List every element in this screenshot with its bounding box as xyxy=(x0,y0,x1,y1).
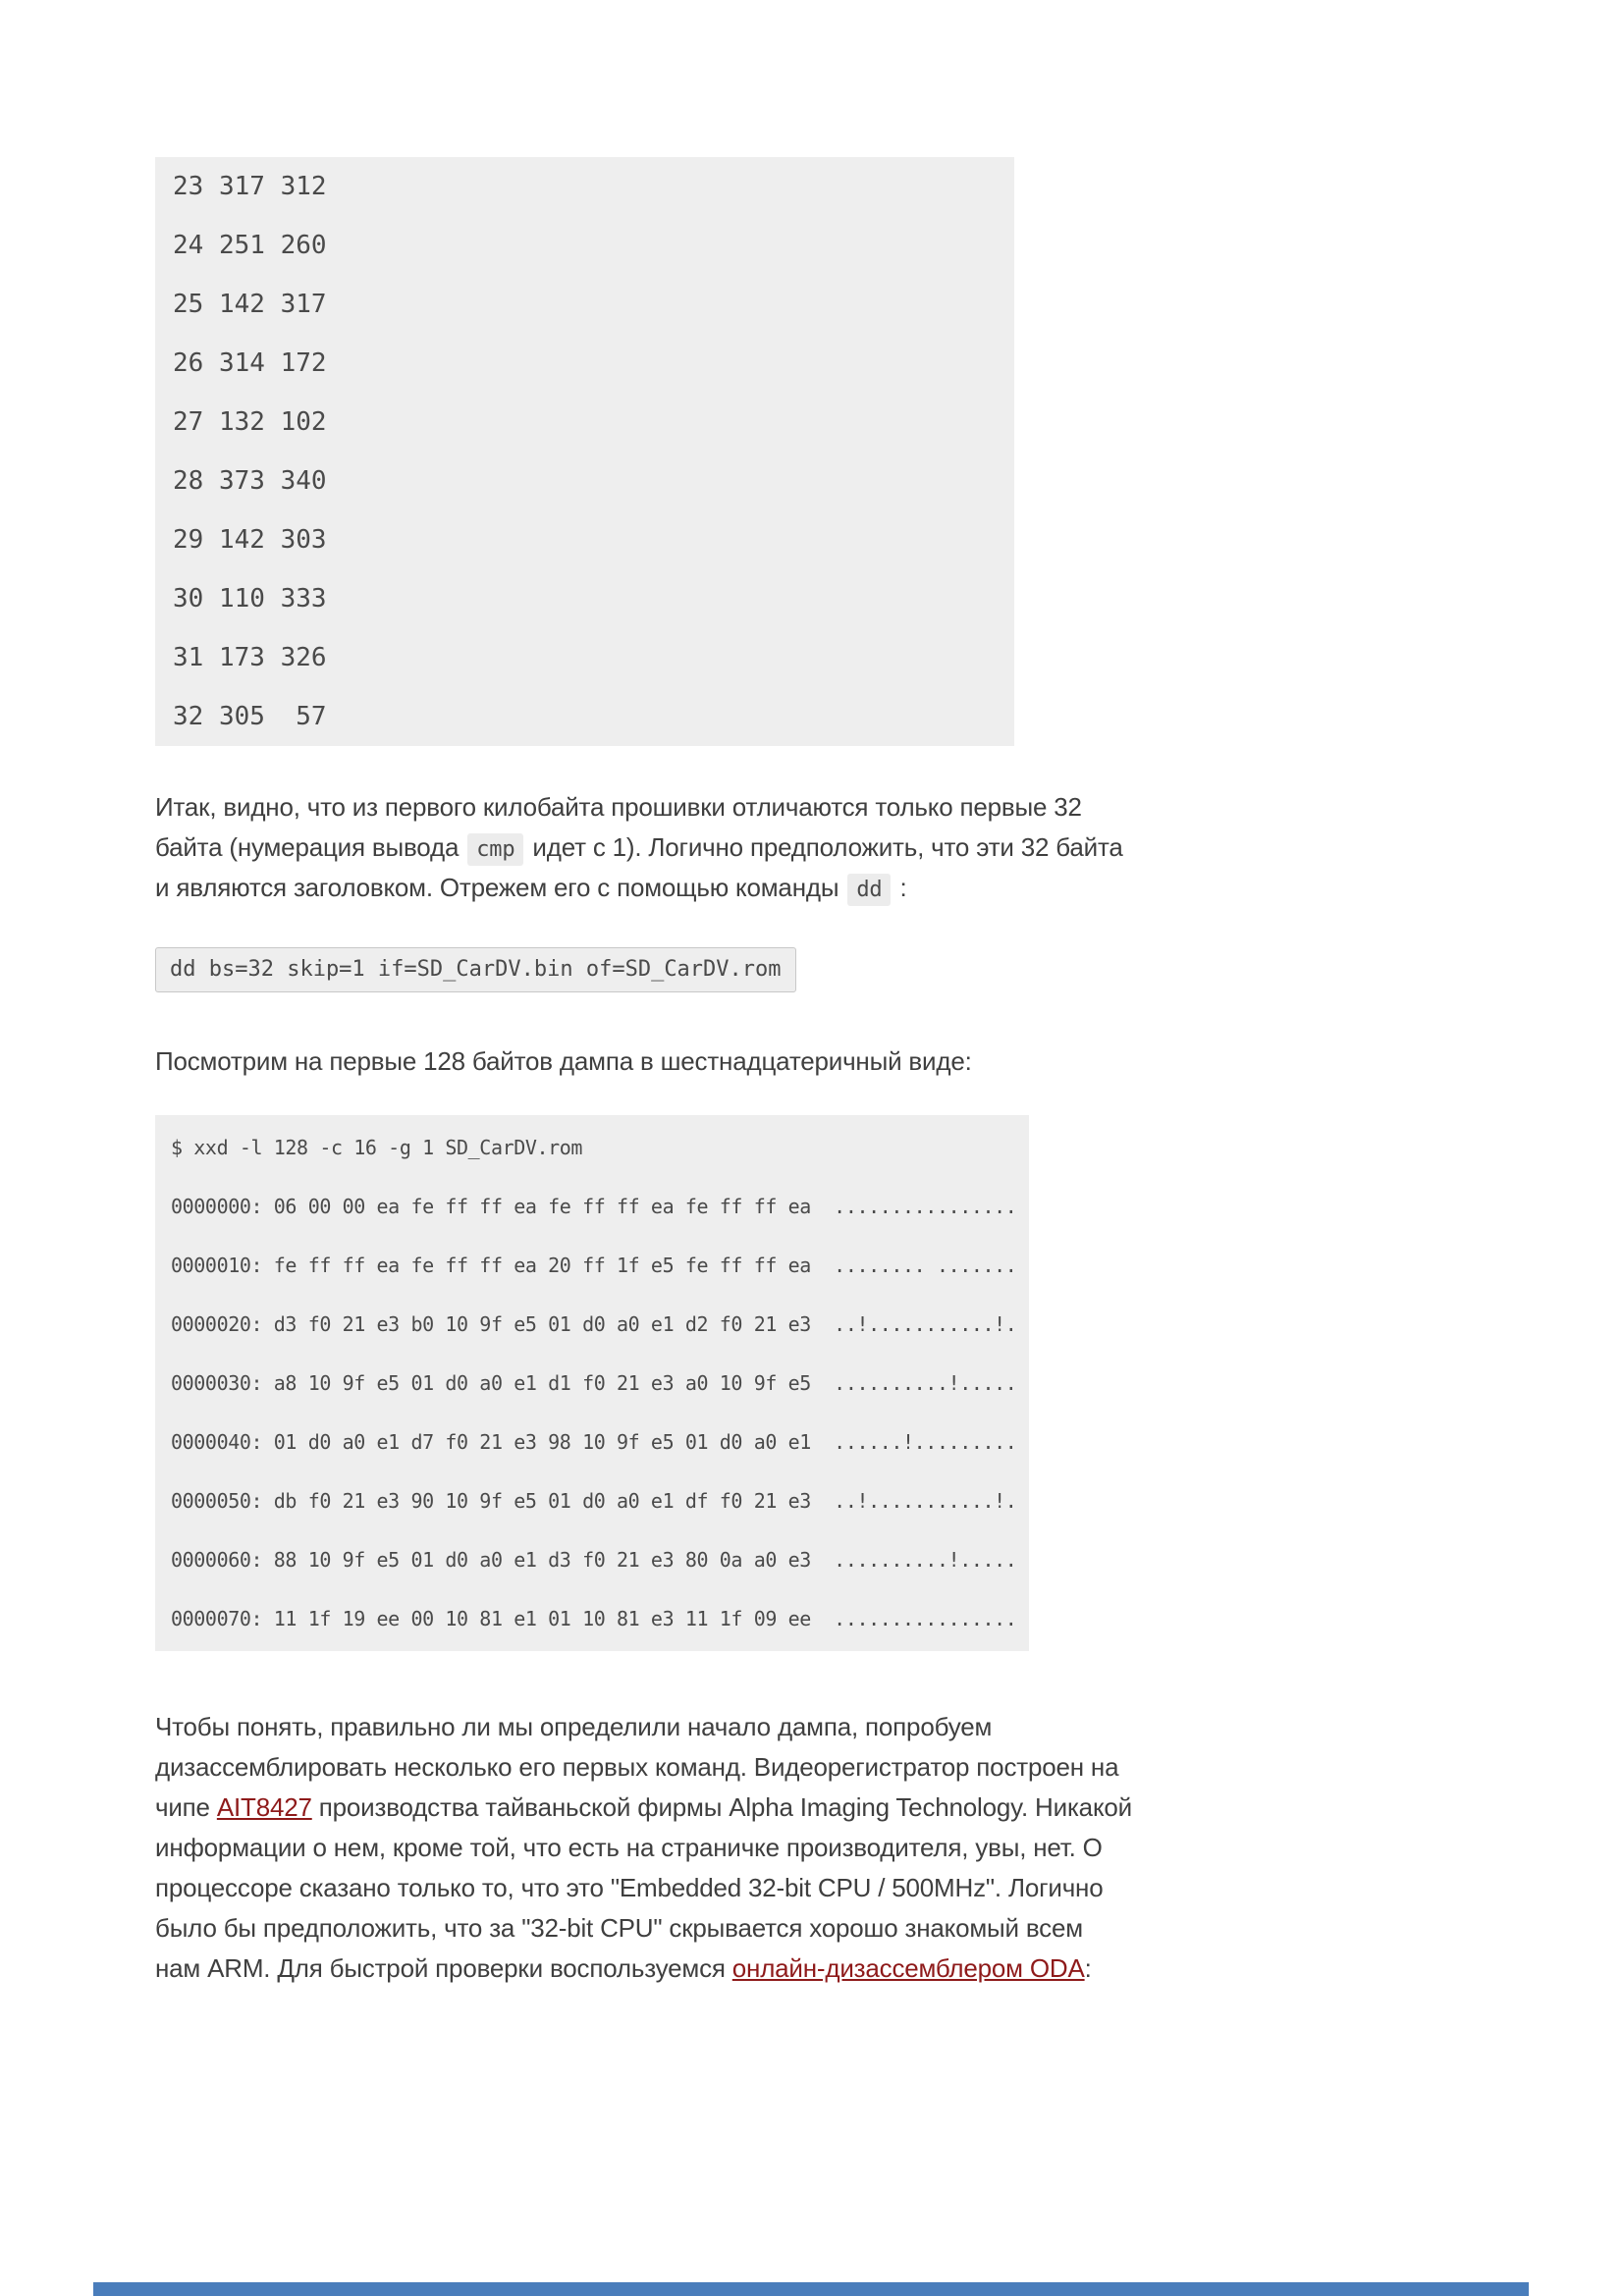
text-run: идет с 1). Логично предположить, что эти 32 байта xyxy=(525,832,1123,862)
code-line: 29 142 303 xyxy=(173,525,327,555)
text-line xyxy=(155,1868,1451,1908)
code-line: 25 142 317 xyxy=(173,290,327,319)
text-run: Посмотрим на первые 128 байтов дампа в шестнадцатеричный виде: xyxy=(155,1046,972,1076)
hex-dump-block xyxy=(155,1115,1029,1651)
text-line xyxy=(155,1788,1451,1828)
dd-command-box: dd bs=32 skip=1 if=SD_CarDV.bin of=SD_CarDV.rom xyxy=(155,947,796,992)
text-run: дизассемблировать несколько его первых команд. Видеорегистратор построен на xyxy=(155,1752,1119,1782)
dd-command-row xyxy=(155,947,1451,992)
text-line xyxy=(155,1041,1451,1082)
link-oda-disassembler[interactable]: онлайн-дизассемблером ODA xyxy=(731,1953,1085,1983)
text-line xyxy=(155,868,1451,908)
text-run: : xyxy=(893,873,907,902)
paragraph-chip-info xyxy=(155,1707,1451,1989)
link-ait8427[interactable]: AIT8427 xyxy=(216,1792,312,1822)
inline-code-dd: dd xyxy=(847,874,891,906)
code-line: 0000070: 11 1f 19 ee 00 10 81 e1 01 10 81 e3 11 1f 09 ee ................ xyxy=(171,1607,1017,1630)
text-run: процессоре сказано только то, что это "Embedded 32-bit CPU / 500MHz". Логично xyxy=(155,1873,1104,1902)
text-line xyxy=(155,1908,1451,1949)
next-image-top-edge xyxy=(93,2282,1529,2296)
text-run: Итак, видно, что из первого килобайта прошивки отличаются только первые 32 xyxy=(155,792,1082,822)
text-run: информации о нем, кроме той, что есть на страничке производителя, увы, нет. О xyxy=(155,1833,1103,1862)
code-line: 0000060: 88 10 9f e5 01 d0 a0 e1 d3 f0 21 e3 80 0a a0 e3 ..........!..... xyxy=(171,1548,1017,1572)
code-line: 0000010: fe ff ff ea fe ff ff ea 20 ff 1f e5 fe ff ff ea ........ ....... xyxy=(171,1254,1017,1277)
text-run: : xyxy=(1084,1953,1092,1983)
text-run: было бы предположить, что за "32-bit CPU" скрывается хорошо знакомый всем xyxy=(155,1913,1083,1943)
text-line xyxy=(155,828,1451,868)
article-content xyxy=(155,0,1451,1989)
paragraph-hexdump-intro xyxy=(155,1041,1451,1082)
code-line: 27 132 102 xyxy=(173,407,327,437)
code-line: 0000040: 01 d0 a0 e1 d7 f0 21 e3 98 10 9f e5 01 d0 a0 e1 ......!......... xyxy=(171,1430,1017,1454)
code-line: 31 173 326 xyxy=(173,643,327,672)
code-line: 26 314 172 xyxy=(173,348,327,378)
text-line xyxy=(155,1707,1451,1747)
code-line: 32 305 57 xyxy=(173,702,327,731)
cmp-output-block xyxy=(155,157,1014,746)
text-line xyxy=(155,787,1451,828)
text-run: производства тайваньской фирмы Alpha Imaging Technology. Никакой xyxy=(311,1792,1132,1822)
code-line: 0000020: d3 f0 21 e3 b0 10 9f e5 01 d0 a0 e1 d2 f0 21 e3 ..!...........!. xyxy=(171,1312,1017,1336)
text-run: и являются заголовком. Отрежем его с помощью команды xyxy=(155,873,846,902)
text-run: Чтобы понять, правильно ли мы определили начало дампа, попробуем xyxy=(155,1712,993,1741)
text-run: нам ARM. Для быстрой проверки воспользуемся xyxy=(155,1953,732,1983)
text-run: чипе xyxy=(155,1792,217,1822)
code-line: 0000050: db f0 21 e3 90 10 9f e5 01 d0 a0 e1 df f0 21 e3 ..!...........!. xyxy=(171,1489,1017,1513)
code-line: 0000000: 06 00 00 ea fe ff ff ea fe ff ff ea fe ff ff ea ................ xyxy=(171,1195,1017,1218)
text-line xyxy=(155,1949,1451,1989)
code-line: 30 110 333 xyxy=(173,584,327,614)
inline-code-cmp: cmp xyxy=(467,833,523,866)
code-line: 0000030: a8 10 9f e5 01 d0 a0 e1 d1 f0 21 e3 a0 10 9f e5 ..........!..... xyxy=(171,1371,1017,1395)
text-line xyxy=(155,1828,1451,1868)
text-line xyxy=(155,1747,1451,1788)
code-line: 28 373 340 xyxy=(173,466,327,496)
paragraph-header-hypothesis xyxy=(155,787,1451,908)
code-line: $ xxd -l 128 -c 16 -g 1 SD_CarDV.rom xyxy=(171,1136,583,1159)
text-run: байта (нумерация вывода xyxy=(155,832,466,862)
code-line: 24 251 260 xyxy=(173,231,327,260)
code-line: 23 317 312 xyxy=(173,172,327,201)
